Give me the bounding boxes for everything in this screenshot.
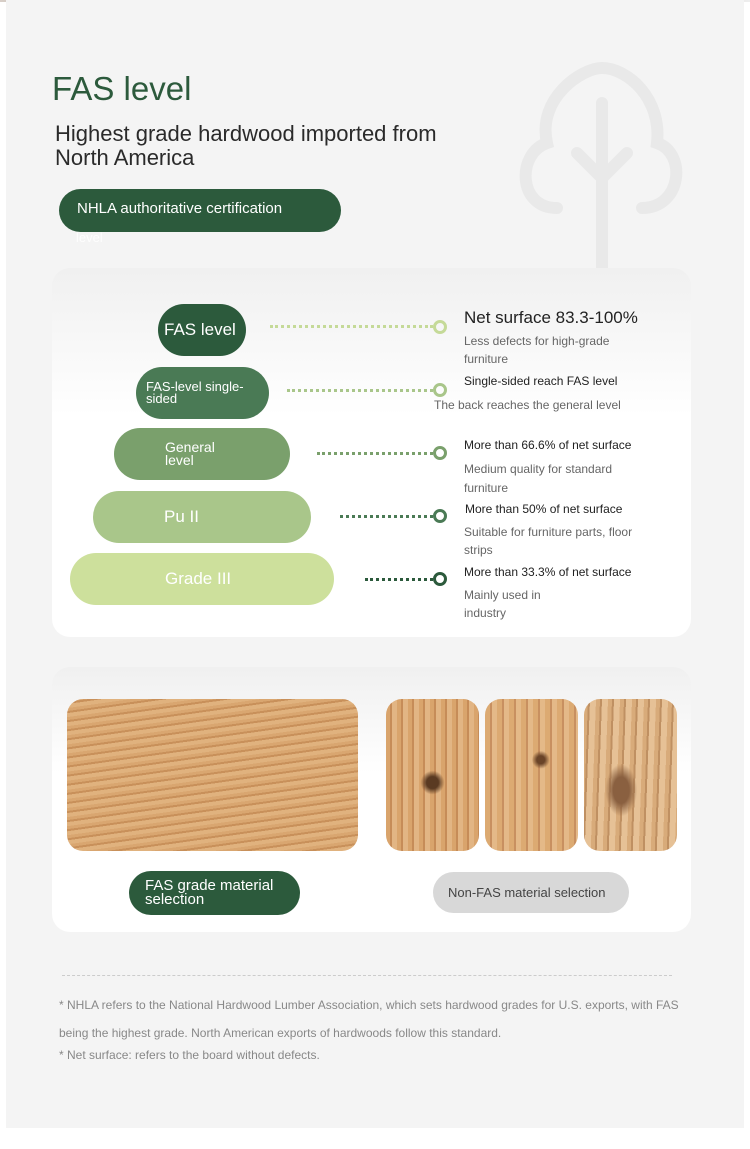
grade-desc: The back reaches the general level <box>434 398 621 412</box>
nonfas-wood-image <box>386 699 479 851</box>
connector-dots <box>287 389 433 392</box>
ring-icon <box>433 509 447 523</box>
grade-headline: More than 50% of net surface <box>465 502 623 516</box>
ring-icon <box>433 446 447 460</box>
connector-dots <box>270 325 433 328</box>
nonfas-selection-label: Non-FAS material selection <box>433 872 629 913</box>
grade-headline: More than 66.6% of net surface <box>464 438 632 452</box>
grade-desc: Less defects for high-grade furniture <box>464 334 610 366</box>
nonfas-wood-image <box>485 699 578 851</box>
grade-pill-fas: FAS level <box>158 304 246 356</box>
grade-pill-general: General level <box>114 428 290 480</box>
nonfas-wood-image <box>584 699 677 851</box>
certification-badge: NHLA authoritative certification <box>59 189 341 232</box>
grade-pill-fas-single: FAS-level single-sided <box>136 367 269 419</box>
tree-icon <box>512 58 692 273</box>
page-title: FAS level <box>52 70 192 107</box>
grade-desc: Suitable for furniture parts, floor strips <box>464 525 633 557</box>
ghost-text: level <box>76 230 103 245</box>
grade-pill-grade3: Grade III <box>70 553 334 605</box>
ring-icon <box>433 572 447 586</box>
page-subtitle: Highest grade hardwood imported from North America <box>55 121 437 170</box>
fas-wood-image <box>67 699 358 851</box>
grade-headline: Single-sided reach FAS level <box>464 374 618 388</box>
connector-dots <box>365 578 433 581</box>
fas-selection-label: FAS grade material selection <box>129 871 300 915</box>
divider <box>62 975 672 976</box>
footnote-net-surface: * Net surface: refers to the board without defects. <box>59 1048 320 1062</box>
grade-desc: Medium quality for standard furniture <box>464 462 613 495</box>
ring-icon <box>433 383 447 397</box>
footnote-nhla: * NHLA refers to the National Hardwood Lumber Association, which sets hardwood grades for U.S. exports, with FAS being the highest grade. North American exports of hardwoods follow this standard. <box>59 998 679 1040</box>
ring-icon <box>433 320 447 334</box>
grade-headline: More than 33.3% of net surface <box>464 565 632 579</box>
grade-headline: Net surface 83.3-100% <box>464 308 638 327</box>
connector-dots <box>340 515 433 518</box>
grade-pill-pu2: Pu II <box>93 491 311 543</box>
grade-desc: Mainly used in industry <box>464 588 541 620</box>
connector-dots <box>317 452 433 455</box>
